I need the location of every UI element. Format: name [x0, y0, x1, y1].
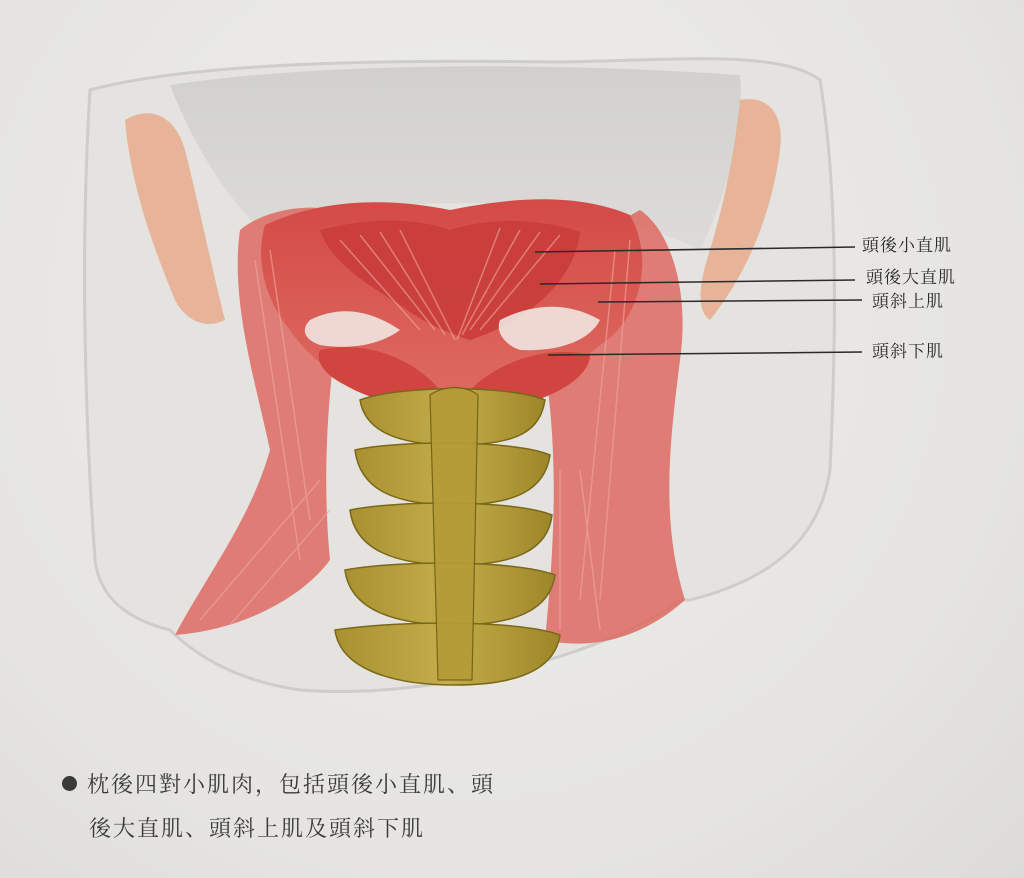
label-rectus-capitis-posterior-major: 頭後大直肌 — [866, 268, 956, 288]
spinous-processes — [430, 388, 478, 681]
caption-line-2: 後大直肌、頭斜上肌及頭斜下肌 — [89, 817, 426, 842]
label-obliquus-capitis-inferior: 頭斜下肌 — [872, 342, 944, 362]
figure-caption — [62, 764, 662, 852]
label-obliquus-capitis-superior: 頭斜上肌 — [872, 292, 944, 312]
label-rectus-capitis-posterior-minor: 頭後小直肌 — [862, 236, 952, 256]
bullet-icon — [62, 776, 77, 791]
caption-line-1: 枕後四對小肌肉，包括頭後小直肌、頭 — [62, 764, 662, 808]
